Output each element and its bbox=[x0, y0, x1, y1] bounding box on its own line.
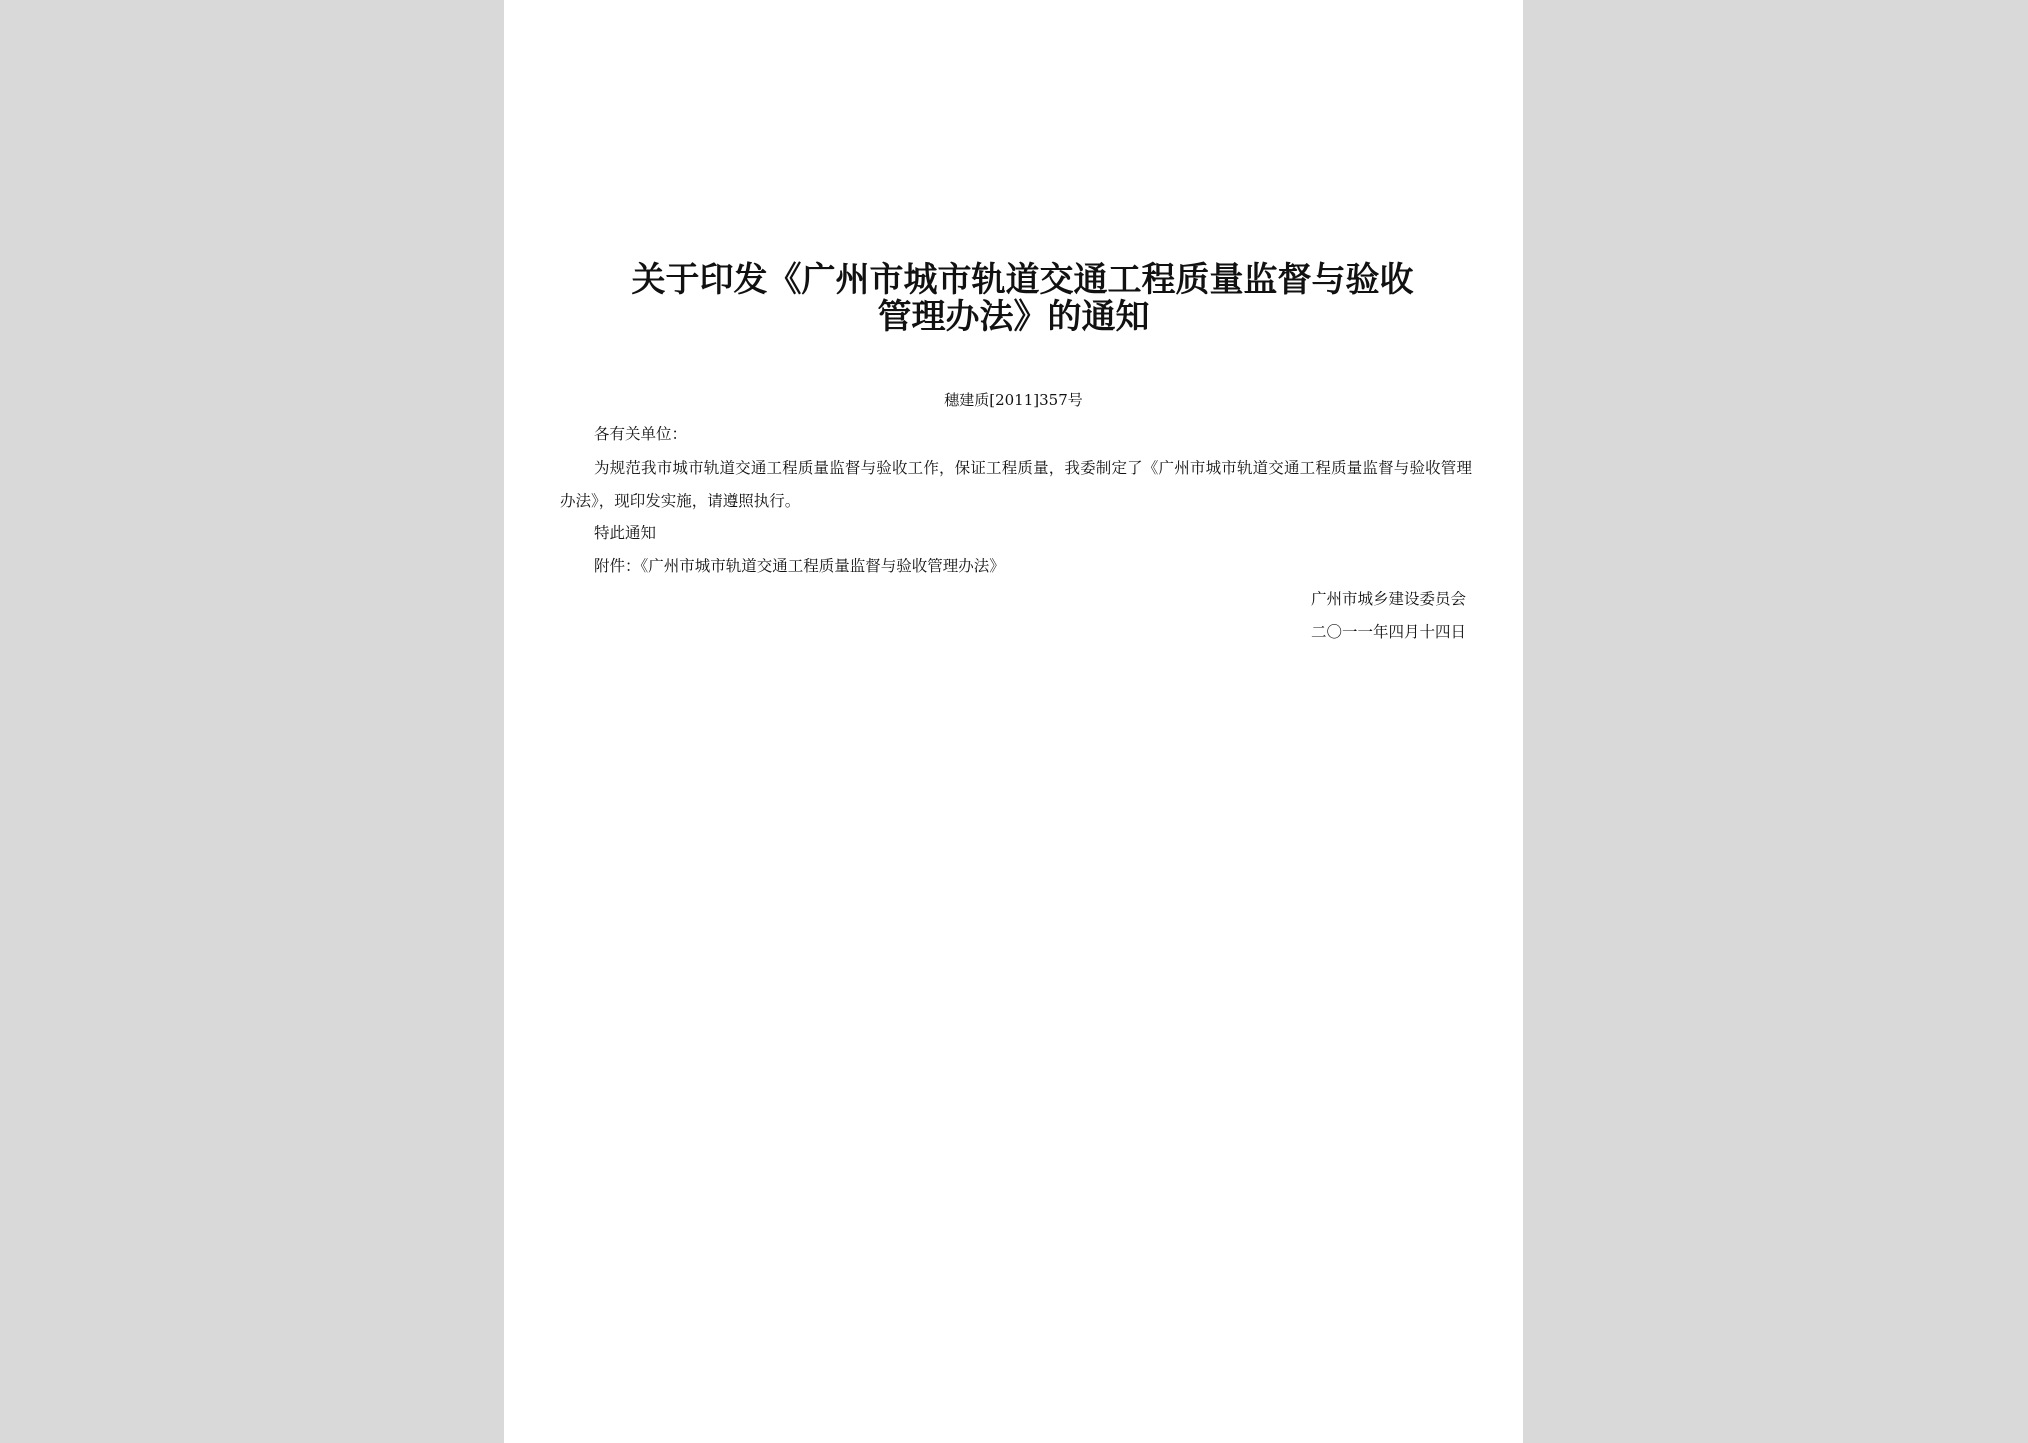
issuer-signature: 广州市城乡建设委员会 bbox=[1310, 590, 1466, 608]
title-line-2: 管理办法》的通知 bbox=[877, 297, 1150, 337]
issue-date: 二〇一一年四月十四日 bbox=[1310, 623, 1466, 641]
attachment-line: 附件：《广州市城市轨道交通工程质量监督与验收管理办法》 bbox=[594, 557, 1005, 575]
document-page bbox=[504, 0, 1523, 1443]
body-paragraph: 为规范我市城市轨道交通工程质量监督与验收工作，保证工程质量，我委制定了《广州市城市轨道交通工程质量监督与验收管理办法》，现印发实施，请遵照执行。 bbox=[560, 459, 1472, 510]
closing-text: 特此通知 bbox=[594, 524, 657, 542]
salutation: 各有关单位： bbox=[594, 425, 688, 443]
title-line-1: 关于印发《广州市城市轨道交通工程质量监督与验收 bbox=[631, 260, 1414, 300]
document-number: 穗建质[2011]357号 bbox=[944, 391, 1083, 409]
document-title bbox=[504, 262, 1523, 336]
